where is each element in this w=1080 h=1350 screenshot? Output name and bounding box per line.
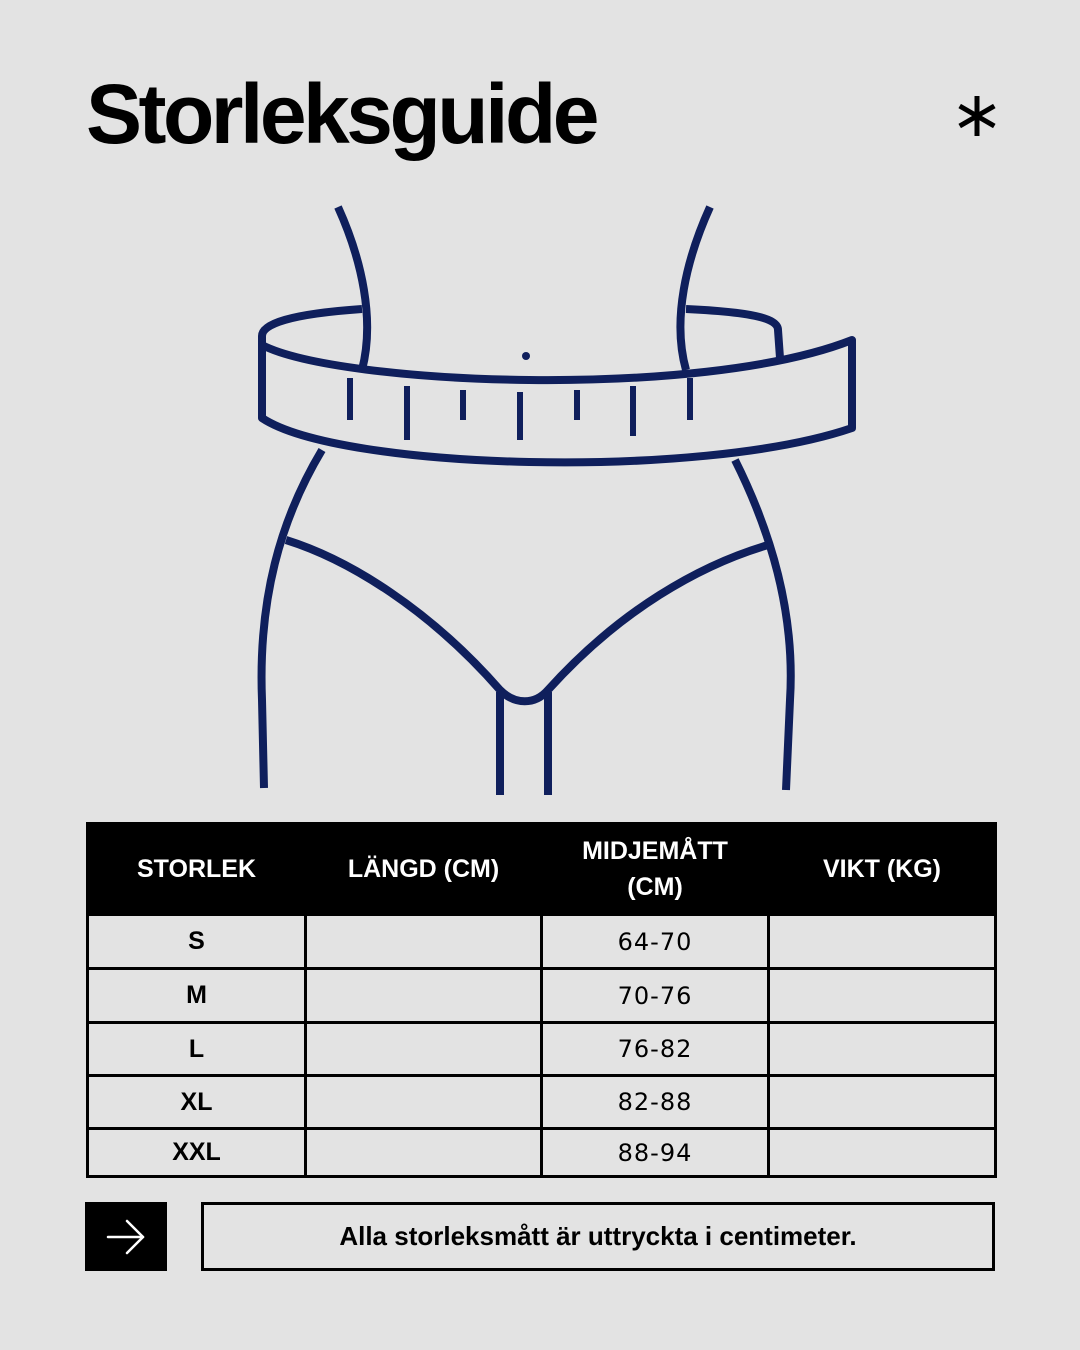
column-header-weight: VIKT (KG) [769,824,996,915]
waist-cell: 82-88 [542,1076,769,1129]
table-row [88,1076,996,1129]
table-row [88,969,996,1023]
tape-back [262,309,780,358]
column-header-length: LÄNGD (CM) [306,824,542,915]
column-header-waist: MIDJEMÅTT (CM) [542,824,769,915]
torso-right-line [680,207,710,370]
hip-right-line [735,460,791,790]
measurement-note: Alla storleksmått är uttryckta i centimeter. [201,1202,995,1271]
torso-left-line [338,207,367,370]
table-row [88,915,996,969]
waist-cell: 64-70 [542,915,769,969]
brief-outline [286,540,768,701]
size-cell: XXL [88,1129,306,1177]
length-cell [306,1129,542,1177]
length-cell [306,1076,542,1129]
size-cell: L [88,1023,306,1076]
waist-measurement-illustration [240,200,870,810]
navel-icon [522,352,530,360]
weight-cell [769,1129,996,1177]
size-cell: M [88,969,306,1023]
waist-cell: 76-82 [542,1023,769,1076]
arrow-right-icon [105,1216,147,1258]
column-header-size: STORLEK [88,824,306,915]
length-cell [306,915,542,969]
size-cell: S [88,915,306,969]
waist-cell: 70-76 [542,969,769,1023]
size-cell: XL [88,1076,306,1129]
weight-cell [769,915,996,969]
weight-cell [769,1023,996,1076]
hip-left-line [262,450,322,788]
length-cell [306,1023,542,1076]
arrow-button[interactable] [85,1202,167,1271]
size-table [86,822,997,1178]
length-cell [306,969,542,1023]
weight-cell [769,1076,996,1129]
table-row [88,1129,996,1177]
page-title: Storleksguide [86,67,596,161]
table-row [88,1023,996,1076]
table-header-row [88,824,996,915]
tape-ticks [350,378,690,440]
weight-cell [769,969,996,1023]
waist-cell: 88-94 [542,1129,769,1177]
asterisk-icon [953,92,1001,140]
